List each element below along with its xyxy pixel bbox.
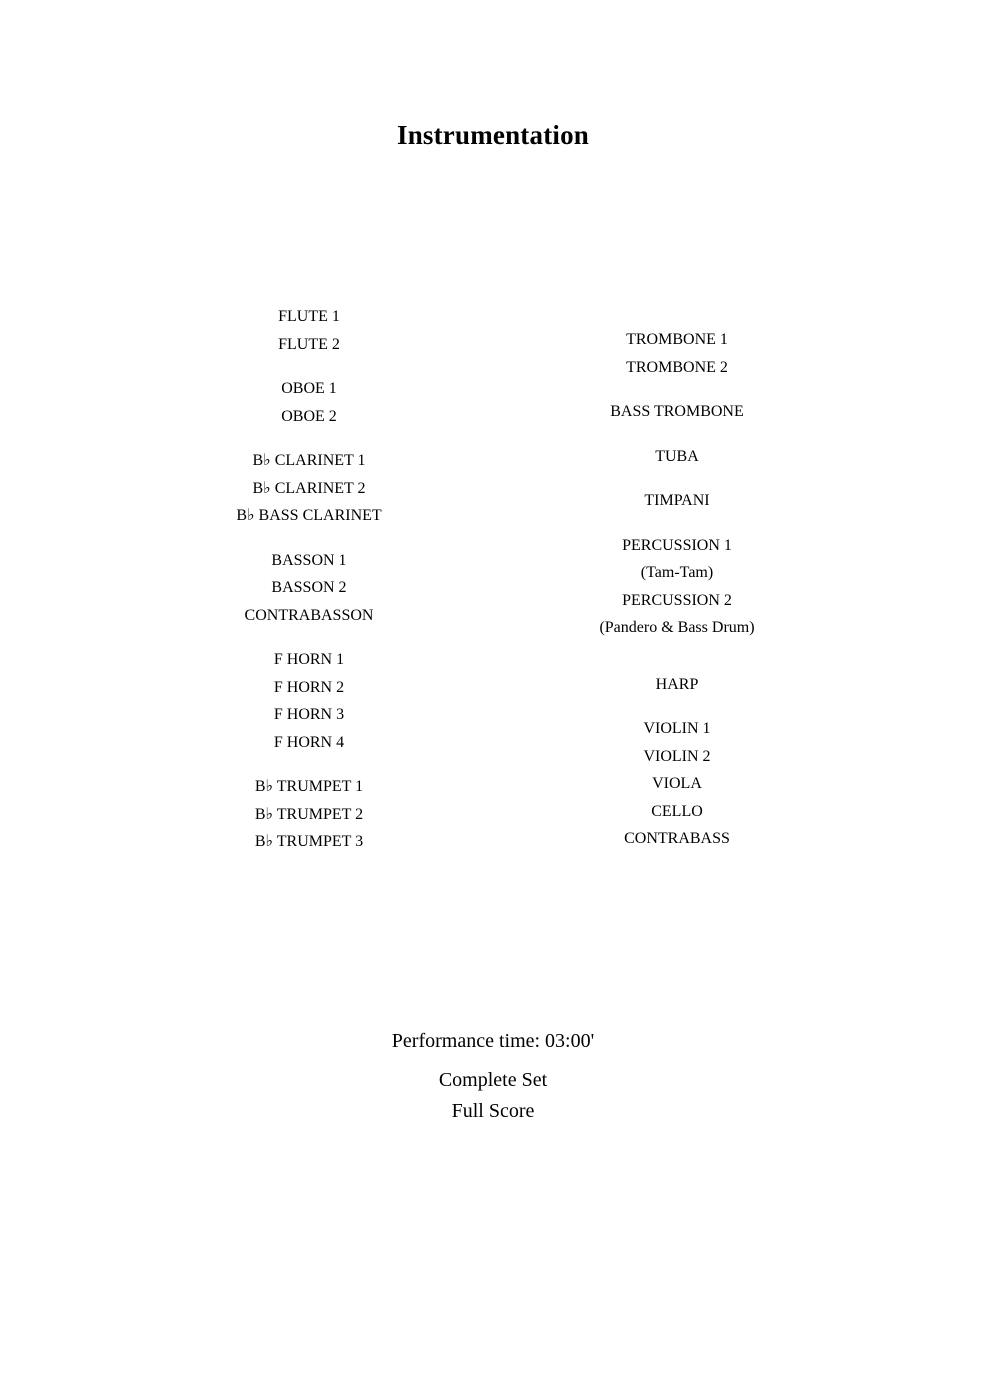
page-title: Instrumentation xyxy=(396,120,589,150)
instrument-label: F HORN 3 xyxy=(273,706,345,723)
instrument-label: TUBA xyxy=(655,447,699,465)
instrument-label: FLUTE 2 xyxy=(278,335,340,353)
instrument-group-flutes xyxy=(159,303,459,358)
instrument-group-bassoons xyxy=(159,547,459,630)
instrument-label: (Tam-Tam) xyxy=(640,564,714,581)
instrument-label: CELLO xyxy=(651,802,703,820)
instrument-group-oboes xyxy=(159,375,459,430)
full-score-label: Full Score xyxy=(451,1100,535,1122)
instrument-label: VIOLA xyxy=(652,775,702,792)
performance-time-text: Performance time: 03:00' xyxy=(391,1030,595,1052)
instrument-label: F HORN 1 xyxy=(273,651,345,668)
instrument-label: OBOE 1 xyxy=(281,380,337,397)
instrument-label: OBOE 2 xyxy=(281,407,337,425)
instrument-label: F HORN 4 xyxy=(273,733,345,751)
instrument-label: FLUTE 1 xyxy=(278,308,340,325)
instrument-label: TIMPANI xyxy=(644,492,710,509)
instrument-group-timpani xyxy=(527,487,827,515)
instrument-label: CONTRABASSON xyxy=(244,606,374,624)
instrument-group-trombones xyxy=(527,326,827,381)
instrument-column-left xyxy=(159,303,459,856)
instrument-label: B♭ TRUMPET 2 xyxy=(254,805,364,823)
instrument-label: B♭ TRUMPET 3 xyxy=(254,833,364,850)
instrument-label: B♭ BASS CLARINET xyxy=(236,507,382,524)
instrument-column-right xyxy=(527,326,827,853)
instrument-label: VIOLIN 1 xyxy=(643,720,711,737)
instrument-label: B♭ TRUMPET 1 xyxy=(254,778,364,795)
instrument-group-percussion xyxy=(527,532,827,642)
instrument-label: HARP xyxy=(655,675,699,693)
instrument-label: B♭ CLARINET 2 xyxy=(252,479,366,497)
instrument-group-harp xyxy=(527,671,827,699)
instrument-label: BASS TROMBONE xyxy=(610,403,744,420)
footer xyxy=(0,1028,986,1127)
instrument-group-trumpets xyxy=(159,773,459,856)
instrument-label: F HORN 2 xyxy=(273,678,345,696)
instrument-group-horns xyxy=(159,646,459,756)
instrument-group-strings xyxy=(527,715,827,853)
instrument-label: (Pandero & Bass Drum) xyxy=(599,619,755,636)
instrument-group-tuba xyxy=(527,443,827,471)
instrument-label: VIOLIN 2 xyxy=(643,747,711,765)
instrument-group-clarinets xyxy=(159,447,459,530)
instrument-label: TROMBONE 2 xyxy=(626,358,728,376)
instrument-label: BASSON 1 xyxy=(271,551,347,569)
instrument-label: BASSON 2 xyxy=(271,579,347,596)
complete-set-label: Complete Set xyxy=(438,1069,548,1091)
instrument-label: B♭ CLARINET 1 xyxy=(252,452,366,469)
instrument-label: PERCUSSION 1 xyxy=(622,536,732,554)
instrument-group-bass-trombone xyxy=(527,398,827,426)
instrument-label: TROMBONE 1 xyxy=(626,331,728,348)
instrument-label: CONTRABASS xyxy=(624,830,730,847)
instrument-label: PERCUSSION 2 xyxy=(622,591,732,609)
